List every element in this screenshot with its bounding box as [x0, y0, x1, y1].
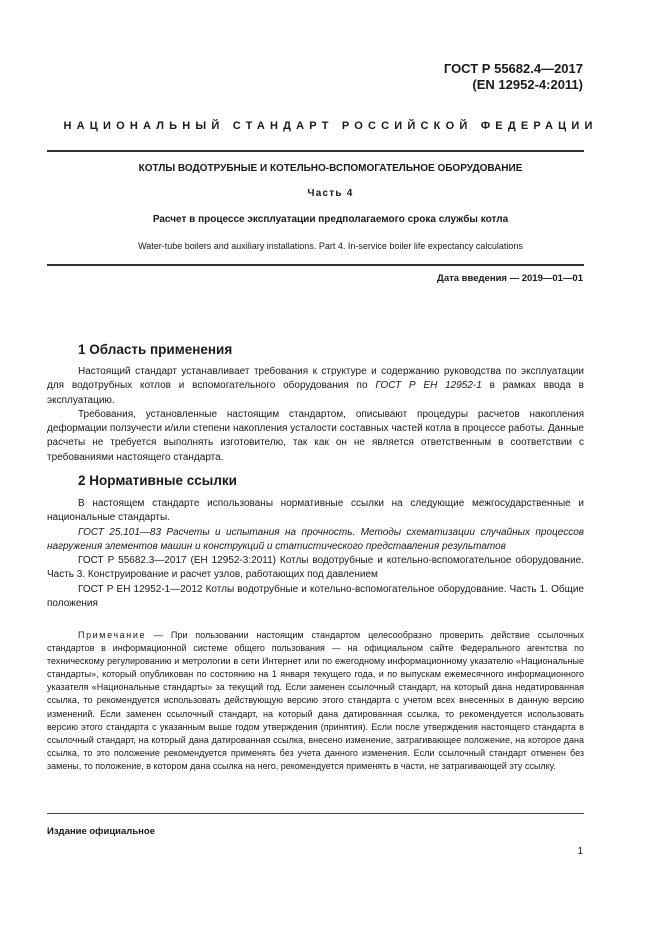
note-text: — При пользовании настоящим стандартом целесообразно проверить действие ссылочных стандартов в информационной системе общего пользования — на официальном сайте Федерального агентства по техническому регулированию и метрологии в сети Интернет или по ежегодному информационному указателю «Национальные стандарты», который опубликован по состоянию на 1 января текущего года, и по выпускам ежемесячного информационного указателя «Национальные стандарты» за текущий год. Если заменен ссылочный стандарт, на который дана недатированная ссылка, то рекомендуется использовать действующую версию этого стандарта с учетом всех внесенных в данную версию изменений. Если заменен ссылочный стандарт, на который дана датированная ссылка, то рекомендуется использовать версию этого стандарта с указанным выше годом утверждения (принятия). Если после утверждения настоящего стандарта в ссылочный стандарт, на который дана датированная ссылка, внесено изменение, затрагивающее положение, на которое дана ссылка, то это положение рекомендуется применять без учета данного изменения. Если ссылочный стандарт отменен без замены, то положение, в котором дана ссылка на него, рекомендуется применять в части, не затрагивающей эту ссылку. — [47, 630, 584, 771]
english-title: Water-tube boilers and auxiliary installations. Part 4. In-service boiler life expectancy calculations — [138, 241, 523, 251]
reference-item-1: ГОСТ 25.101—83 Расчеты и испытания на прочность. Методы схематизации случайных процессов нагружения элементов машин и конструкций и статистического представления результатов — [47, 526, 584, 552]
page-number: 1 — [577, 846, 583, 857]
standard-code — [444, 61, 583, 93]
section-1-heading: 1 Область применения — [78, 342, 233, 357]
section-2-heading: 2 Нормативные ссылки — [78, 473, 237, 488]
document-subtitle: Расчет в процессе эксплуатации предполагаемого срока службы котла — [152, 214, 509, 225]
section-1-body — [47, 365, 584, 465]
note-block — [47, 629, 584, 773]
section-1-paragraph-2: Требования, установленные настоящим стандартом, описывают процедуры расчетов накопления деформации ползучести и/или степени накопления усталости составных частей котла в процессе работы. Данные расчеты не требуется выполнять изготовителю, так как он не является ответственным в соответствии с требованиями настоящего стандарта. — [47, 408, 584, 463]
reference-link: ГОСТ Р ЕН 12952-1 — [375, 380, 482, 392]
reference-item-2: ГОСТ Р 55682.3—2017 (ЕН 12952-3:2011) Котлы водотрубные и котельно-вспомогательное оборудование. Часть 3. Конструирование и расчет узлов, работающих под давлением — [47, 555, 584, 581]
footer-divider — [47, 813, 584, 814]
standard-number: ГОСТ Р 55682.4—2017 — [443, 61, 583, 76]
title-divider — [47, 264, 584, 266]
document-part: Часть 4 — [307, 188, 354, 199]
official-edition-label: Издание официальное — [47, 826, 155, 837]
national-standard-banner: НАЦИОНАЛЬНЫЙ СТАНДАРТ РОССИЙСКОЙ ФЕДЕРАЦИИ — [63, 120, 598, 132]
section-2-paragraph-1: В настоящем стандарте использованы нормативные ссылки на следующие межгосударственные и национальные стандарты. — [47, 498, 584, 524]
note-label: Примечание — [78, 630, 147, 640]
document-title: КОТЛЫ ВОДОТРУБНЫЕ И КОТЕЛЬНО-ВСПОМОГАТЕЛЬНОЕ ОБОРУДОВАНИЕ — [138, 163, 523, 174]
standard-equivalent: (EN 12952-4:2011) — [472, 77, 583, 92]
section-1-paragraph-1: Настоящий стандарт устанавливает требования к структуре и содержанию руководства по эксплуатации для водотрубных котлов и вспомогательного оборудования по ГОСТ Р ЕН 12952-1 в рамках ввода в эксплуатацию. — [47, 366, 584, 406]
effective-date: Дата введения — 2019—01—01 — [437, 273, 583, 284]
section-2-body — [47, 497, 584, 611]
reference-item-3: ГОСТ Р ЕН 12952-1—2012 Котлы водотрубные и котельно-вспомогательное оборудование. Часть 1. Общие положения — [47, 583, 584, 610]
top-divider — [47, 150, 584, 152]
